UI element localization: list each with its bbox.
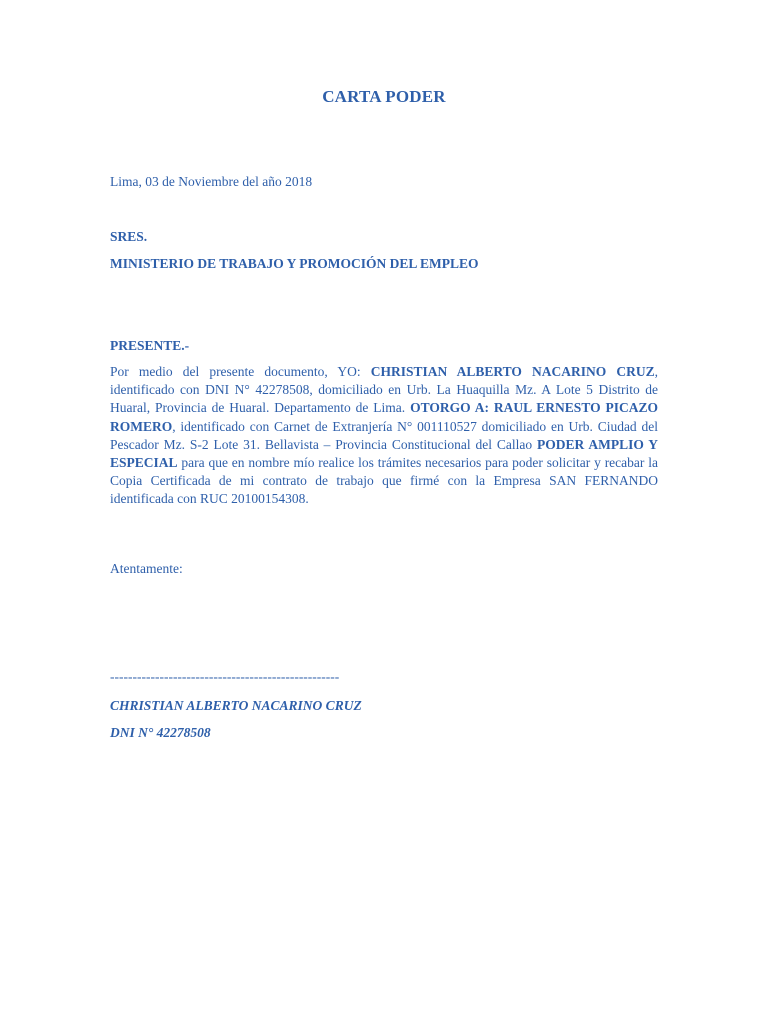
body-paragraph: [110, 363, 658, 509]
body-text-4: para que en nombre mío realice los trámites necesarios para poder solicitar y recabar la Copia Certificada de mi contrato de trabajo que firmé con la Empresa SAN FERNANDO identificada con RUC 20100154308.: [110, 455, 658, 507]
closing-text: Atentamente:: [110, 561, 183, 576]
recipient-name: MINISTERIO DE TRABAJO Y PROMOCIÓN DEL EMPLEO: [110, 256, 479, 271]
body-grantor-name: CHRISTIAN ALBERTO NACARINO CRUZ: [370, 364, 655, 379]
signer-name: CHRISTIAN ALBERTO NACARINO CRUZ: [110, 698, 362, 713]
presente-label: PRESENTE.-: [110, 338, 190, 353]
recipient-prefix: SRES.: [110, 229, 148, 244]
document-title: CARTA PODER: [322, 87, 446, 106]
body-power-type: PODER AMPLIO Y ESPECIAL: [110, 436, 658, 471]
body-grantee: OTORGO A: RAUL ERNESTO PICAZO ROMERO: [110, 400, 658, 434]
date-line: Lima, 03 de Noviembre del año 2018: [110, 174, 313, 189]
signer-dni: DNI N° 42278508: [110, 725, 211, 740]
body-text-2: , identificado con DNI N° 42278508, domiciliado en Urb. La Huaquilla Mz. A Lote 5 Distrito de Huaral, Provincia de Huaral. Departamento de Lima.: [110, 364, 659, 416]
signature-line: ---------------------------------------------------: [110, 669, 340, 684]
body-text-1: Por medio del presente documento, YO:: [110, 364, 371, 379]
body-text-3: , identificado con Carnet de Extranjería N° 001110527 domiciliado en Urb. Ciudad del Pescador Mz. S-2 Lote 31. Bellavista – Provincia Constitucional del Callao: [110, 418, 658, 452]
